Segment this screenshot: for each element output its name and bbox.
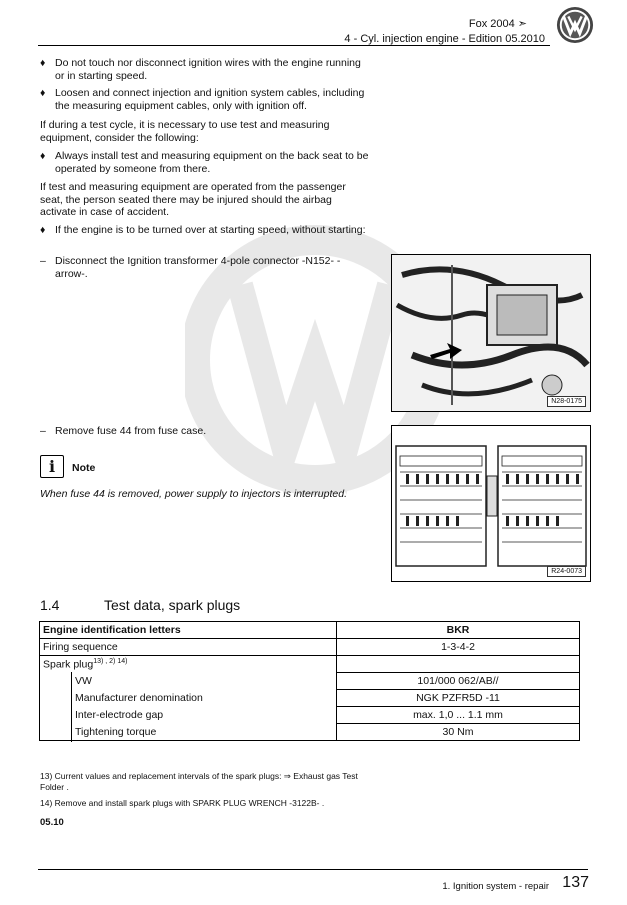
table-cell: max. 1,0 ... 1.1 mm xyxy=(337,707,580,724)
spark-plug-label: Spark plug xyxy=(43,658,94,671)
edition-date: 05.10 xyxy=(40,817,64,828)
section-number: 1.4 xyxy=(40,597,60,613)
info-icon: i xyxy=(40,455,64,478)
figure-code: R24-0073 xyxy=(547,566,586,577)
bullet-text: Do not touch nor disconnect ignition wires with the engine running or in starting speed. xyxy=(55,57,361,82)
figure-code: N28-0175 xyxy=(547,396,586,407)
step-text: Disconnect the Ignition transformer 4-pole connector -N152- -arrow-. xyxy=(55,255,341,280)
footer-section: 1. Ignition system - repair xyxy=(442,881,549,892)
table-row xyxy=(40,656,580,673)
footnote-13: 13) Current values and replacement intervals of the spark plugs: ⇒ Exhaust gas Test Folder . xyxy=(40,771,358,792)
page-number: 137 xyxy=(562,874,589,891)
vw-logo-icon xyxy=(556,6,594,44)
header-title: 4 - Cyl. injection engine - Edition 05.2010 xyxy=(344,33,545,45)
table-cell: NGK PZFR5D -11 xyxy=(337,690,580,707)
spark-plug-data-table xyxy=(39,621,580,741)
paragraph-airbag: If test and measuring equipment are operated from the passenger seat, the person seated there may be injured should the airbag activate in case of accident. xyxy=(40,181,346,218)
table-row xyxy=(40,707,580,724)
bullet-mark: ♦ xyxy=(40,57,46,69)
bullet-mark: ♦ xyxy=(40,87,46,99)
footnote-14: 14) Remove and install spark plugs with SPARK PLUG WRENCH -3122B- . xyxy=(40,798,325,808)
table-row xyxy=(40,673,580,690)
ignition-transformer-illustration xyxy=(392,255,590,411)
table-cell: 1-3-4-2 xyxy=(337,639,580,656)
bullet-mark: ♦ xyxy=(40,150,46,162)
dash-mark: – xyxy=(40,255,46,267)
bullet-mark: ♦ xyxy=(40,224,46,236)
figure-ignition-transformer xyxy=(391,254,591,412)
footnote-refs: 13) , 2) 14) xyxy=(93,658,128,665)
table-cell: Inter-electrode gap xyxy=(40,707,337,724)
table-cell: VW xyxy=(40,673,337,690)
table-cell: 101/000 062/AB// xyxy=(337,673,580,690)
header-divider xyxy=(38,45,550,46)
bullet-text: Always install test and measuring equipment on the back seat to be operated by someone from there. xyxy=(55,150,369,175)
table-cell: Manufacturer denomination xyxy=(40,690,337,707)
table-cell: Firing sequence xyxy=(40,639,337,656)
table-subrow-divider xyxy=(71,672,72,742)
table-cell: Tightening torque xyxy=(40,724,337,741)
table-cell xyxy=(40,656,337,673)
paragraph-test-cycle: If during a test cycle, it is necessary to use test and measuring equipment, consider the following: xyxy=(40,119,330,144)
table-cell xyxy=(337,656,580,673)
note-text: When fuse 44 is removed, power supply to injectors is interrupted. xyxy=(40,488,347,500)
fuse-box-illustration xyxy=(392,426,590,581)
section-title: Test data, spark plugs xyxy=(104,597,241,613)
table-row xyxy=(40,622,580,639)
step-text: Remove fuse 44 from fuse case. xyxy=(55,425,207,437)
bullet-text: Loosen and connect injection and ignition system cables, including the measuring equipment cables, only with ignition off. xyxy=(55,87,365,112)
table-row xyxy=(40,639,580,656)
table-cell: 30 Nm xyxy=(337,724,580,741)
table-row xyxy=(40,690,580,707)
header-model: Fox 2004 ➣ xyxy=(468,18,527,30)
bullet-text: If the engine is to be turned over at starting speed, without starting: xyxy=(55,224,366,236)
figure-fuse-box xyxy=(391,425,591,582)
table-cell: Engine identification letters xyxy=(40,622,337,639)
table-row xyxy=(40,724,580,741)
dash-mark: – xyxy=(40,425,46,437)
footer-divider xyxy=(38,869,588,870)
note-label: Note xyxy=(72,462,96,474)
table-cell: BKR xyxy=(337,622,580,639)
